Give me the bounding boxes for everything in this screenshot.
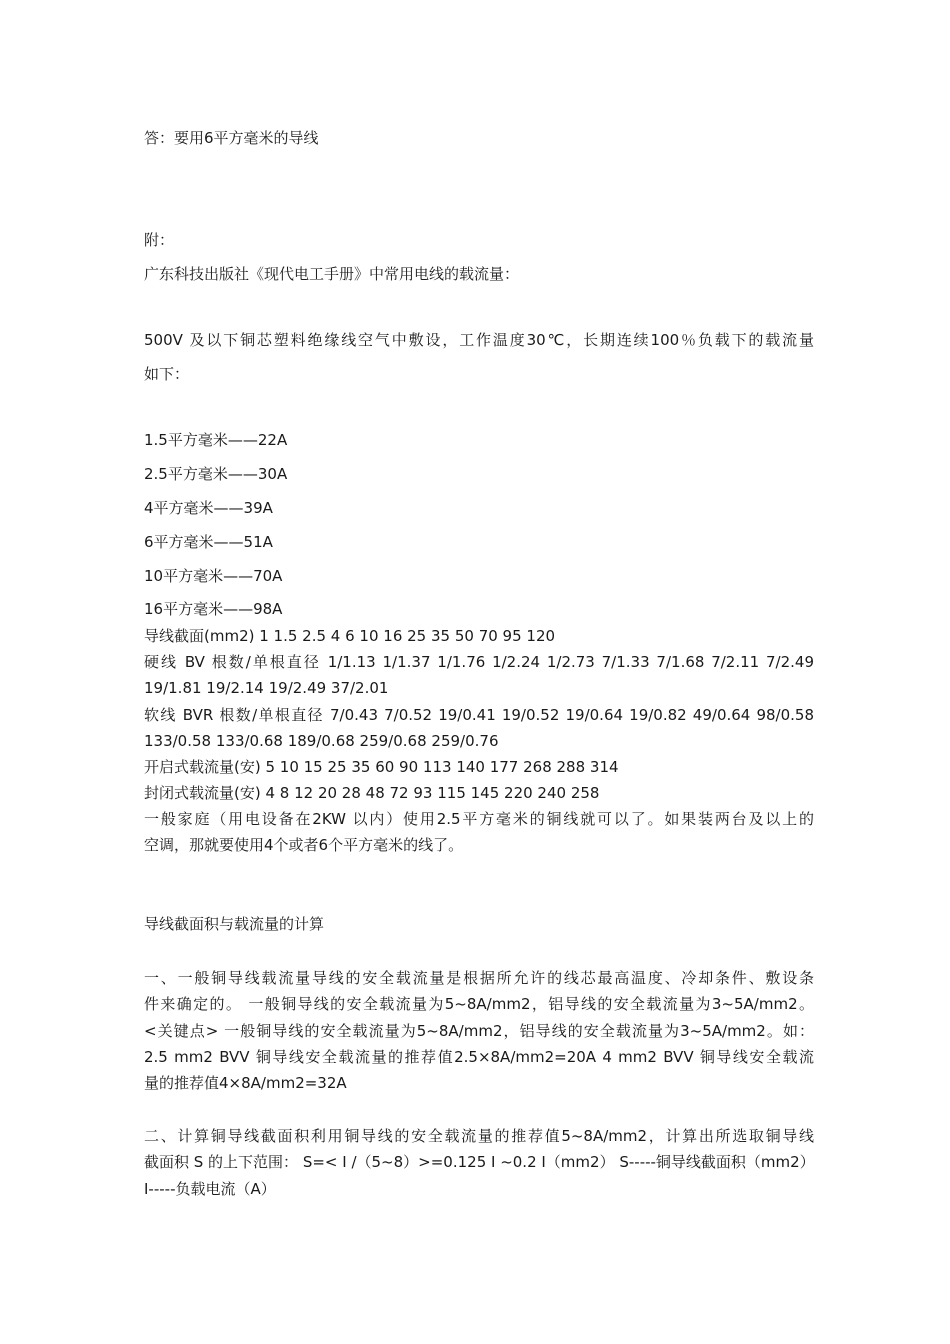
ampacity-item: 16平方毫米——98A [144,600,283,618]
ampacity-item: 10平方毫米——70A [144,567,283,585]
table-line: 19/1.81 19/2.14 19/2.49 37/2.01 [144,679,389,697]
answer-text: 答：要用6平方毫米的导线 [144,129,319,147]
para1-line: 件来确定的。 一般铜导线的安全载流量为5~8A/mm2，铝导线的安全载流量为3~5A/mm2。 [144,995,814,1013]
condition-line-1: 500V 及以下铜芯塑料绝缘线空气中敷设，工作温度30℃，长期连续100％负载下的载流量 [144,331,814,349]
para1-line: <关键点> 一般铜导线的安全载流量为5~8A/mm2，铝导线的安全载流量为3~5A/mm2。如： [144,1022,814,1040]
table-line: 软线 BVR 根数/单根直径 7/0.43 7/0.52 19/0.41 19/0.52 19/0.64 19/0.82 49/0.64 98/0.58 [144,706,814,724]
table-line: 开启式载流量(安) 5 10 15 25 35 60 90 113 140 177 268 288 314 [144,758,619,776]
household-line-2: 空调，那就要使用4个或者6个平方毫米的线了。 [144,836,464,854]
para2-line: I-----负载电流（A） [144,1180,276,1198]
para2-line: 二、计算铜导线截面积利用铜导线的安全载流量的推荐值5~8A/mm2，计算出所选取铜导线 [144,1127,814,1145]
ampacity-item: 1.5平方毫米——22A [144,431,288,449]
para2-line: 截面积 S 的上下范围： S=< I /（5~8）>=0.125 I ~0.2 I（mm2） S-----铜导线截面积（mm2） [144,1153,815,1171]
condition-line-2: 如下： [144,365,190,383]
source-line: 广东科技出版社《现代电工手册》中常用电线的载流量： [144,265,520,283]
ampacity-item: 6平方毫米——51A [144,533,273,551]
table-line: 硬线 BV 根数/单根直径 1/1.13 1/1.37 1/1.76 1/2.24 1/2.73 7/1.33 7/1.68 7/2.11 7/2.49 [144,653,814,671]
para1-line: 2.5 mm2 BVV 铜导线安全载流量的推荐值2.5×8A/mm2=20A 4 mm2 BVV 铜导线安全载流 [144,1048,814,1066]
table-line: 导线截面(mm2) 1 1.5 2.5 4 6 10 16 25 35 50 70 95 120 [144,627,556,645]
appendix-label: 附： [144,231,175,249]
ampacity-item: 2.5平方毫米——30A [144,465,288,483]
table-line: 133/0.58 133/0.68 189/0.68 259/0.68 259/0.76 [144,732,499,750]
table-line: 封闭式载流量(安) 4 8 12 20 28 48 72 93 115 145 220 240 258 [144,784,600,802]
para1-line: 一、一般铜导线载流量导线的安全载流量是根据所允许的线芯最高温度、冷却条件、敷设条 [144,969,814,987]
ampacity-item: 4平方毫米——39A [144,499,273,517]
section-title: 导线截面积与载流量的计算 [144,915,325,933]
household-line-1: 一般家庭（用电设备在2KW 以内）使用2.5平方毫米的铜线就可以了。如果装两台及以上的 [144,810,814,828]
para1-line: 量的推荐值4×8A/mm2=32A [144,1074,347,1092]
